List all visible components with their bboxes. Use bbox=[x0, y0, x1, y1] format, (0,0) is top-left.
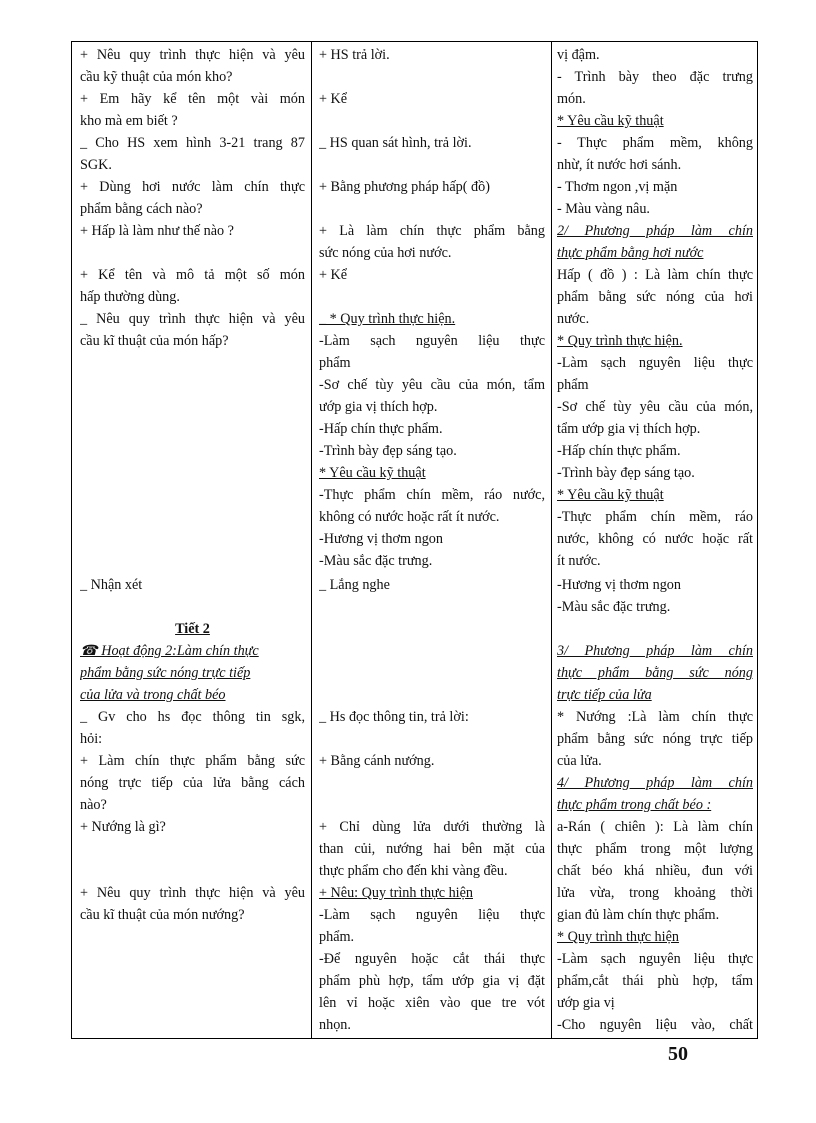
text-line: -Hương vị thơm ngon bbox=[319, 531, 443, 547]
text-line: hấp thường dùng. bbox=[80, 289, 180, 305]
text-line: hỏi: bbox=[80, 731, 103, 747]
text-line: -Cho nguyên liệu vào, chất bbox=[557, 1017, 753, 1033]
text-line: phẩm phù hợp, tẩm ướp gia vị đặt bbox=[319, 973, 545, 989]
text-line: - Thực phẩm mềm, không bbox=[557, 135, 753, 151]
text-line: thực phẩm trong một lượng bbox=[557, 841, 753, 857]
text-line: phẩm bằng cách nào? bbox=[80, 201, 203, 217]
text-line: ít nước. bbox=[557, 553, 601, 569]
text-line: vị đậm. bbox=[557, 47, 600, 63]
text-line: phẩm bbox=[319, 355, 351, 371]
text-line: nào? bbox=[80, 797, 107, 813]
text-line: trực tiếp của lửa bbox=[557, 687, 652, 703]
text-line: -Làm sạch nguyên liệu thực bbox=[557, 355, 753, 371]
text-line: kho mà em biết ? bbox=[80, 113, 178, 129]
text-line: -Màu sắc đặc trưng. bbox=[319, 553, 433, 569]
text-line: _ Nhận xét bbox=[80, 577, 143, 593]
text-line: -Để nguyên hoặc cắt thái thực bbox=[319, 951, 545, 967]
text-line: thực phẩm bằng hơi nước bbox=[557, 245, 704, 261]
text-line: cầu kĩ thuật của món nướng? bbox=[80, 907, 245, 923]
text-line: -Sơ chế tùy yêu cầu của món, tẩm bbox=[319, 377, 545, 393]
text-line: + Nướng là gì? bbox=[80, 819, 166, 835]
text-line: + Hấp là làm như thế nào ? bbox=[80, 223, 234, 239]
text-line: nhọn. bbox=[319, 1017, 351, 1033]
text-line: - Thơm ngon ,vị mặn bbox=[557, 179, 678, 195]
text-line: - Màu vàng nâu. bbox=[557, 201, 650, 217]
text-line: -Màu sắc đặc trưng. bbox=[557, 599, 671, 615]
text-line: phẩm bằng sức nóng trực tiếp bbox=[557, 731, 753, 747]
text-line: nước, không có nước hoặc rất bbox=[557, 531, 753, 547]
text-line: + Kể bbox=[319, 267, 348, 283]
text-line: không có nước hoặc rất ít nước. bbox=[319, 509, 500, 525]
teacher-activity-column bbox=[72, 42, 312, 1038]
text-line: _ Cho HS xem hình 3-21 trang 87 bbox=[80, 135, 305, 151]
text-line: nhừ, ít nước hơi sánh. bbox=[557, 157, 682, 173]
text-line: Hấp ( đồ ) : Là làm chín thực bbox=[557, 267, 753, 283]
text-line: + Làm chín thực phẩm bằng sức bbox=[80, 753, 305, 769]
text-line: 2/ Phương pháp làm chín bbox=[557, 223, 753, 239]
text-line: -Hương vị thơm ngon bbox=[557, 577, 681, 593]
text-line: -Hấp chín thực phẩm. bbox=[557, 443, 681, 459]
text-line: Tiết 2 bbox=[175, 621, 210, 637]
text-line: + Nêu quy trình thực hiện và yêu bbox=[80, 47, 305, 63]
text-line: ☎ Hoạt động 2:Làm chín thực bbox=[80, 643, 259, 659]
text-line: _ Gv cho hs đọc thông tin sgk, bbox=[80, 709, 305, 725]
text-line: + Nêu quy trình thực hiện và yêu bbox=[80, 885, 305, 901]
text-line: ướp gia vị bbox=[557, 995, 615, 1011]
text-line: -Hấp chín thực phẩm. bbox=[319, 421, 443, 437]
text-line: -Thực phẩm chín mềm, ráo nước, bbox=[319, 487, 545, 503]
text-line: thực phẩm bằng sức nóng bbox=[557, 665, 753, 681]
text-line: + HS trả lời. bbox=[319, 47, 390, 63]
text-line: * Quy trình thực hiện. bbox=[557, 333, 683, 349]
student-activity-column bbox=[311, 42, 552, 1038]
text-line: của lửa. bbox=[557, 753, 602, 769]
text-line: + Bằng phương pháp hấp( đồ) bbox=[319, 179, 490, 195]
text-line: SGK. bbox=[80, 157, 112, 173]
text-line: + Nêu: Quy trình thực hiện bbox=[319, 885, 473, 901]
text-line: + Chỉ dùng lửa dưới thường là bbox=[319, 819, 545, 835]
lesson-content-column bbox=[551, 42, 757, 1038]
text-line: -Trình bày đẹp sáng tạo. bbox=[319, 443, 457, 459]
text-line: món. bbox=[557, 91, 586, 107]
text-line: lên vỉ hoặc xiên vào que tre vót bbox=[319, 995, 545, 1011]
text-line: sức nóng của hơi nước. bbox=[319, 245, 452, 261]
text-line: -Trình bày đẹp sáng tạo. bbox=[557, 465, 695, 481]
text-line: phẩm bbox=[557, 377, 589, 393]
text-line: -Thực phẩm chín mềm, ráo bbox=[557, 509, 753, 525]
text-line: + Là làm chín thực phẩm bằng bbox=[319, 223, 545, 239]
text-line: thực phẩm trong chất béo : bbox=[557, 797, 712, 813]
text-line: + Kể tên và mô tả một số món bbox=[80, 267, 305, 283]
text-line: gian đủ làm chín thực phẩm. bbox=[557, 907, 720, 923]
text-line: 4/ Phương pháp làm chín bbox=[557, 775, 753, 791]
text-line: thực phẩm cho đến khi vàng đều. bbox=[319, 863, 508, 879]
text-line: nóng trực tiếp của lửa bằng cách bbox=[80, 775, 305, 791]
text-line: -Làm sạch nguyên liệu thực bbox=[319, 907, 545, 923]
text-line: * Yêu cầu kỹ thuật bbox=[319, 465, 426, 481]
text-line: + Kể bbox=[319, 91, 348, 107]
lesson-table bbox=[71, 41, 758, 1039]
text-line: -Làm sạch nguyên liệu thực bbox=[319, 333, 545, 349]
text-line: + Bằng cánh nướng. bbox=[319, 753, 435, 769]
text-line: _ Lắng nghe bbox=[319, 577, 390, 593]
text-line: tẩm ướp gia vị thích hợp. bbox=[557, 421, 701, 437]
text-line: * Nướng :Là làm chín thực bbox=[557, 709, 753, 725]
text-line: lửa vừa, trong khoảng thời bbox=[557, 885, 753, 901]
text-line: ướp gia vị thích hợp. bbox=[319, 399, 438, 415]
text-line: phẩm bằng sức nóng của hơi bbox=[557, 289, 753, 305]
text-line: phẩm. bbox=[319, 929, 355, 945]
text-line: nước. bbox=[557, 311, 590, 327]
text-line: + Em hãy kể tên một vài món bbox=[80, 91, 305, 107]
text-line: của lửa và trong chất béo bbox=[80, 687, 226, 703]
text-line: * Yêu cầu kỹ thuật bbox=[557, 487, 664, 503]
text-line: * Quy trình thực hiện bbox=[557, 929, 679, 945]
text-line: _ Hs đọc thông tin, trả lời: bbox=[319, 709, 469, 725]
text-line: cầu kỹ thuật của món kho? bbox=[80, 69, 233, 85]
text-line: a-Rán ( chiên ): Là làm chín bbox=[557, 819, 753, 835]
text-line: phẩm bằng sức nóng trực tiếp bbox=[80, 665, 251, 681]
text-line: _ Nêu quy trình thực hiện và yêu bbox=[80, 311, 305, 327]
text-line: phẩm,cắt thái phù hợp, tẩm bbox=[557, 973, 753, 989]
page-number: 50 bbox=[668, 1043, 688, 1065]
text-line: - Trình bày theo đặc trưng bbox=[557, 69, 753, 85]
text-line: -Làm sạch nguyên liệu thực bbox=[557, 951, 753, 967]
text-line: _ HS quan sát hình, trả lời. bbox=[319, 135, 472, 151]
text-line: cầu kĩ thuật của món hấp? bbox=[80, 333, 229, 349]
text-line: _ * Quy trình thực hiện. bbox=[319, 311, 456, 327]
text-line: 3/ Phương pháp làm chín bbox=[557, 643, 753, 659]
text-line: chất béo khá nhiều, đun với bbox=[557, 863, 753, 879]
text-line: + Dùng hơi nước làm chín thực bbox=[80, 179, 305, 195]
text-line: -Sơ chế tùy yêu cầu của món, bbox=[557, 399, 753, 415]
text-line: * Yêu cầu kỹ thuật bbox=[557, 113, 664, 129]
text-line: than củi, nướng hai bên mặt của bbox=[319, 841, 545, 857]
